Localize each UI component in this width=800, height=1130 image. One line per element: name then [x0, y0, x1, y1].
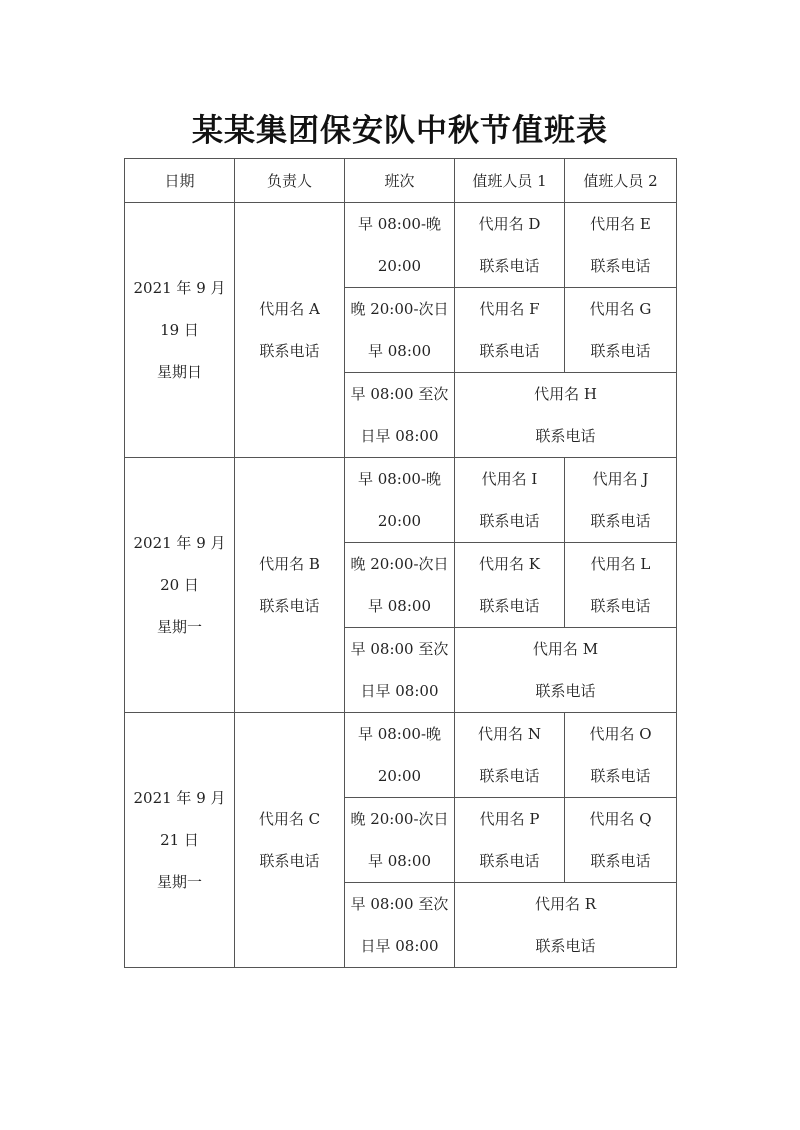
date-text: 2021 年 9 月 [133, 279, 226, 297]
staff-text: 联系电话 [479, 852, 540, 870]
leader-text: 联系电话 [259, 597, 320, 615]
staff-text: 代用名 L [590, 555, 651, 573]
staff-text: 联系电话 [535, 937, 596, 955]
staff-merged-cell [455, 373, 677, 458]
staff-text: 联系电话 [590, 512, 651, 530]
staff-text: 代用名 E [590, 215, 651, 233]
shift-text: 早 08:00 [368, 342, 431, 360]
shift-text: 早 08:00-晚 [357, 725, 442, 743]
shift-text: 20:00 [377, 767, 422, 785]
staff-text: 代用名 J [592, 470, 649, 488]
shift-text: 20:00 [377, 512, 422, 530]
shift-text: 日早 08:00 [360, 427, 439, 445]
shift-cell [345, 373, 455, 458]
staff-text: 代用名 Q [589, 810, 652, 828]
staff-text: 代用名 F [479, 300, 540, 318]
leader-text: 代用名 A [259, 300, 320, 318]
date-cell [125, 458, 235, 713]
date-text: 2021 年 9 月 [133, 534, 226, 552]
shift-cell [345, 883, 455, 968]
staff-2-cell [565, 203, 677, 288]
header-leader: 负责人 [235, 159, 345, 203]
header-shift: 班次 [345, 159, 455, 203]
leader-cell [235, 458, 345, 713]
staff-text: 联系电话 [590, 597, 651, 615]
date-text: 2021 年 9 月 [133, 789, 226, 807]
shift-text: 日早 08:00 [360, 937, 439, 955]
leader-cell [235, 203, 345, 458]
staff-text: 代用名 N [478, 725, 541, 743]
date-text: 星期日 [156, 363, 202, 381]
shift-cell [345, 458, 455, 543]
date-text: 20 日 [160, 576, 199, 594]
shift-text: 早 08:00 [368, 597, 431, 615]
staff-text: 联系电话 [535, 427, 596, 445]
staff-merged-cell [455, 883, 677, 968]
staff-2-cell [565, 798, 677, 883]
header-staff-2: 值班人员 2 [565, 159, 677, 203]
shift-cell [345, 543, 455, 628]
staff-text: 代用名 D [478, 215, 541, 233]
shift-text: 晚 20:00-次日 [350, 810, 449, 828]
shift-text: 晚 20:00-次日 [350, 300, 449, 318]
staff-text: 代用名 K [479, 555, 540, 573]
staff-1-cell [455, 203, 565, 288]
staff-1-cell [455, 288, 565, 373]
staff-text: 代用名 G [589, 300, 652, 318]
staff-text: 联系电话 [590, 342, 651, 360]
date-cell [125, 713, 235, 968]
staff-text: 联系电话 [479, 257, 540, 275]
shift-text: 早 08:00 [368, 852, 431, 870]
staff-text: 代用名 R [534, 895, 597, 913]
staff-1-cell [455, 713, 565, 798]
leader-cell [235, 713, 345, 968]
staff-text: 联系电话 [535, 682, 596, 700]
shift-text: 20:00 [377, 257, 422, 275]
date-text: 星期一 [156, 873, 202, 891]
staff-merged-cell [455, 628, 677, 713]
duty-schedule-table [124, 158, 677, 968]
staff-1-cell [455, 798, 565, 883]
shift-text: 早 08:00 至次 [350, 385, 449, 403]
staff-2-cell [565, 713, 677, 798]
shift-text: 早 08:00 至次 [350, 895, 449, 913]
date-text: 19 日 [160, 321, 199, 339]
staff-text: 代用名 H [534, 385, 597, 403]
date-cell [125, 203, 235, 458]
header-staff-1: 值班人员 1 [455, 159, 565, 203]
shift-cell [345, 798, 455, 883]
table-row [125, 203, 677, 288]
shift-text: 日早 08:00 [360, 682, 439, 700]
staff-text: 代用名 O [589, 725, 652, 743]
staff-text: 联系电话 [590, 767, 651, 785]
shift-text: 早 08:00 至次 [350, 640, 449, 658]
staff-1-cell [455, 458, 565, 543]
leader-text: 代用名 C [258, 810, 321, 828]
leader-text: 代用名 B [259, 555, 320, 573]
staff-text: 联系电话 [479, 597, 540, 615]
staff-2-cell [565, 458, 677, 543]
leader-text: 联系电话 [259, 342, 320, 360]
date-text: 21 日 [160, 831, 199, 849]
staff-text: 联系电话 [590, 852, 651, 870]
staff-2-cell [565, 543, 677, 628]
staff-1-cell [455, 543, 565, 628]
shift-cell [345, 203, 455, 288]
date-text: 星期一 [156, 618, 202, 636]
leader-text: 联系电话 [259, 852, 320, 870]
staff-text: 代用名 I [481, 470, 538, 488]
shift-cell [345, 713, 455, 798]
header-date: 日期 [125, 159, 235, 203]
table-row [125, 458, 677, 543]
staff-text: 代用名 M [532, 640, 599, 658]
staff-text: 联系电话 [479, 767, 540, 785]
staff-text: 联系电话 [479, 342, 540, 360]
staff-2-cell [565, 288, 677, 373]
table-row [125, 713, 677, 798]
shift-text: 晚 20:00-次日 [350, 555, 449, 573]
staff-text: 联系电话 [479, 512, 540, 530]
shift-cell [345, 288, 455, 373]
shift-cell [345, 628, 455, 713]
staff-text: 代用名 P [479, 810, 540, 828]
page-title: 某某集团保安队中秋节值班表 [192, 113, 608, 149]
header-row [125, 159, 677, 203]
staff-text: 联系电话 [590, 257, 651, 275]
shift-text: 早 08:00-晚 [357, 215, 442, 233]
shift-text: 早 08:00-晚 [357, 470, 442, 488]
